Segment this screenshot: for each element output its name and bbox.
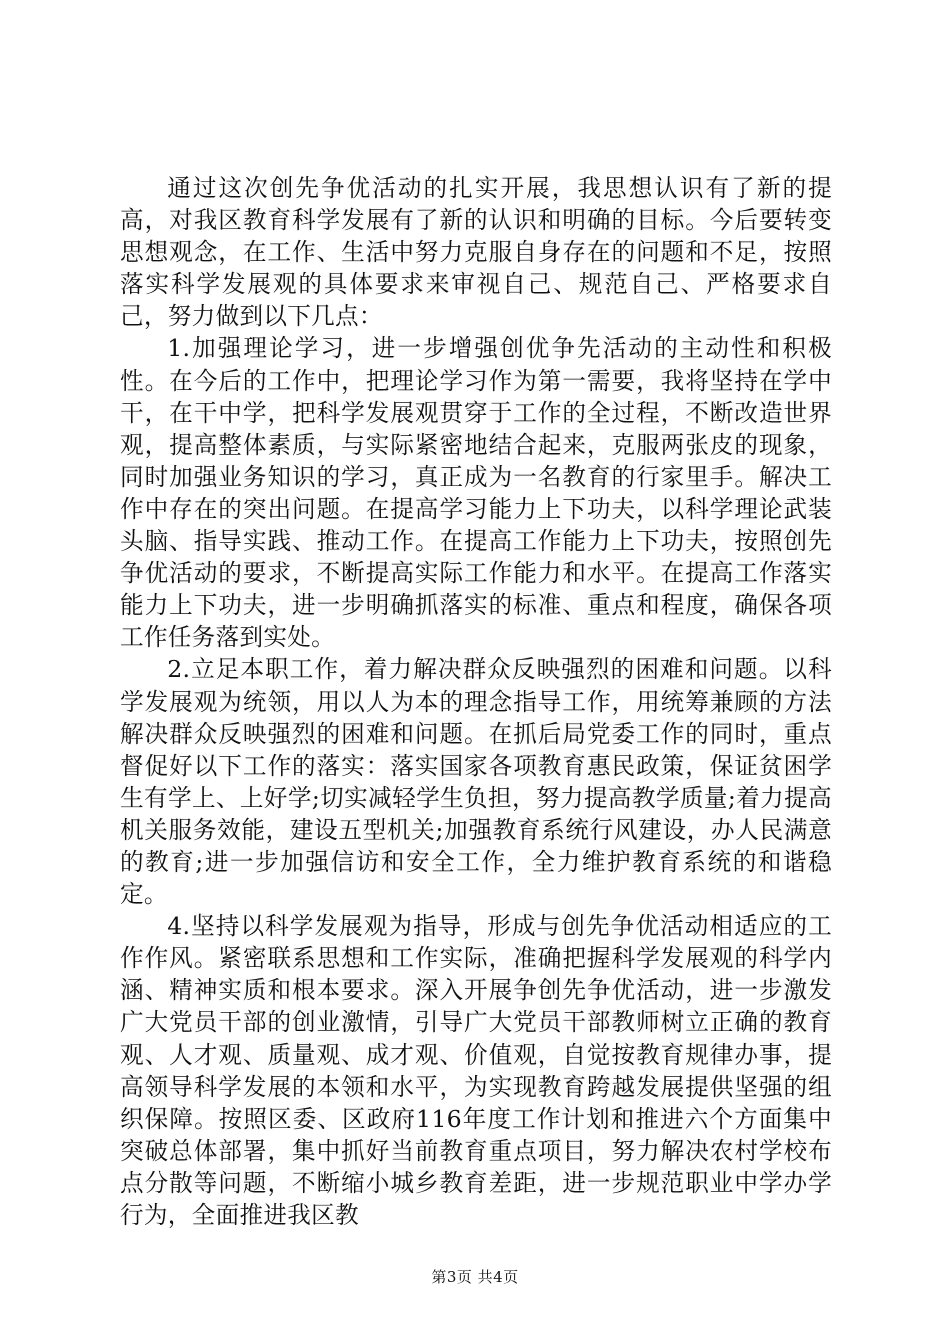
paragraph-intro: 通过这次创先争优活动的扎实开展，我思想认识有了新的提高，对我区教育科学发展有了新的认识和明确的目标。今后要转变思想观念，在工作、生活中努力克服自身存在的问题和不足，按照落实科学发展观的具体要求来审视自己、规范自己、严格要求自己，努力做到以下几点：	[120, 174, 832, 331]
paragraph-item-2: 2.立足本职工作，着力解决群众反映强烈的困难和问题。以科学发展观为统领，用以人为本的理念指导工作，用统筹兼顾的方法解决群众反映强烈的困难和问题。在抓后局党委工作的同时，重点督促好以下工作的落实：落实国家各项教育惠民政策，保证贫困学生有学上、上好学;切实减轻学生负担，努力提高教学质量;着力提高机关服务效能，建设五型机关;加强教育系统行风建设，办人民满意的教育;进一步加强信访和安全工作，全力维护教育系统的和谐稳定。	[120, 655, 832, 909]
paragraph-item-4: 4.坚持以科学发展观为指导，形成与创先争优活动相适应的工作作风。紧密联系思想和工作实际，准确把握科学发展观的科学内涵、精神实质和根本要求。深入开展争创先争优活动，进一步激发广大党员干部的创业激情，引导广大党员干部教师树立正确的教育观、人才观、质量观、成才观、价值观，自觉按教育规律办事，提高领导科学发展的本领和水平，为实现教育跨越发展提供坚强的组织保障。按照区委、区政府116年度工作计划和推进六个方面集中突破总体部署，集中抓好当前教育重点项目，努力解决农村学校布点分散等问题，不断缩小城乡教育差距，进一步规范职业中学办学行为，全面推进我区教	[120, 912, 832, 1229]
page-number-footer: 第3页 共4页	[431, 1268, 519, 1286]
paragraph-item-1: 1.加强理论学习，进一步增强创优争先活动的主动性和积极性。在今后的工作中，把理论学习作为第一需要，我将坚持在学中干，在干中学，把科学发展观贯穿于工作的全过程，不断改造世界观，提高整体素质，与实际紧密地结合起来，克服两张皮的现象，同时加强业务知识的学习，真正成为一名教育的行家里手。解决工作中存在的突出问题。在提高学习能力上下功夫，以科学理论武装头脑、指导实践、推动工作。在提高工作能力上下功夫，按照创先争优活动的要求，不断提高实际工作能力和水平。在提高工作落实能力上下功夫，进一步明确抓落实的标准、重点和程度，确保各项工作任务落到实处。	[120, 334, 832, 652]
document-body	[120, 172, 832, 1231]
